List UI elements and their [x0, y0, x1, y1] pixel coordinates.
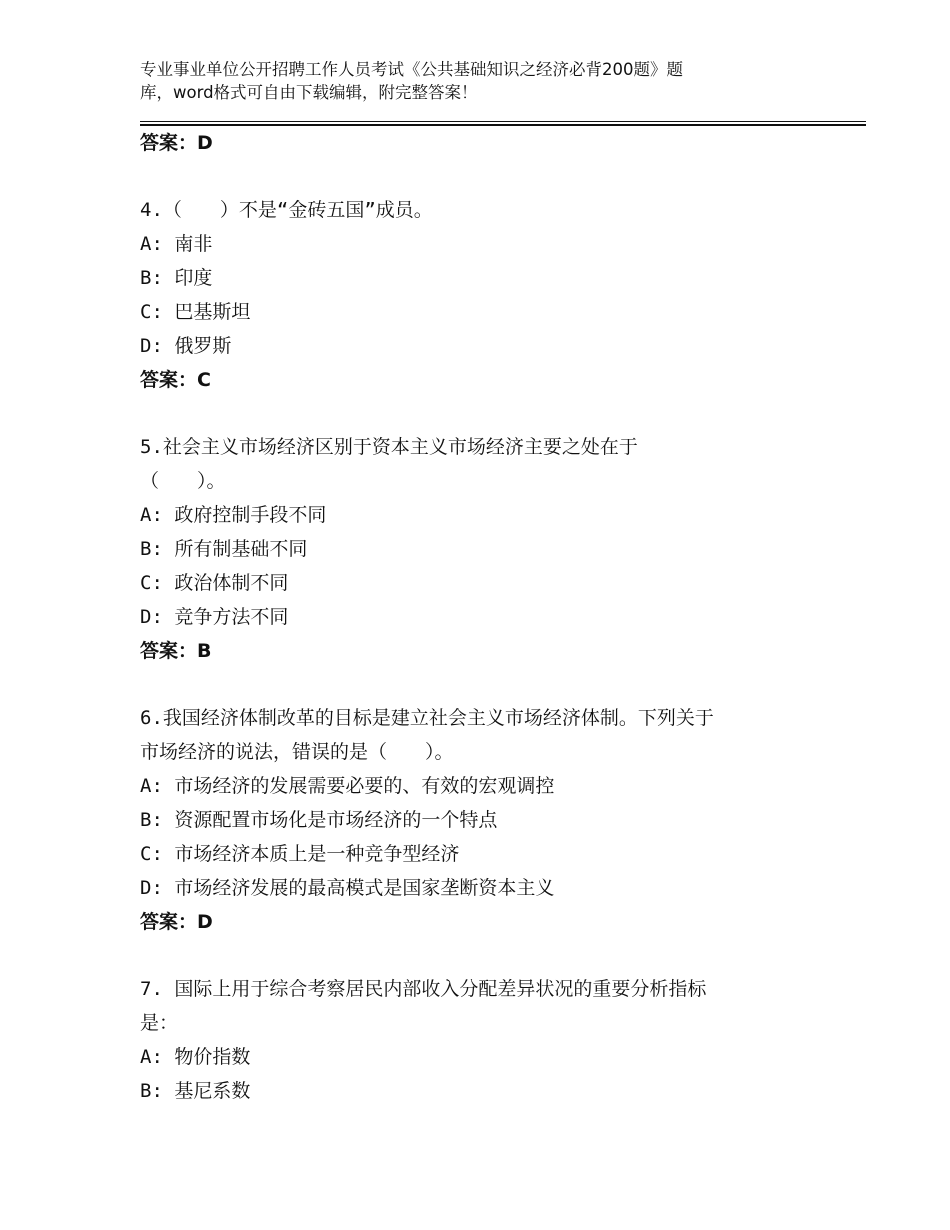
option-b: B: 资源配置市场化是市场经济的一个特点: [140, 809, 498, 831]
option-d: D: 俄罗斯: [140, 335, 232, 357]
question-7: [140, 972, 866, 1108]
answer-line: 答案：D: [140, 911, 213, 933]
header-rule-thin: [140, 121, 866, 122]
option-a: A: 南非: [140, 233, 213, 255]
option-a: A: 物价指数: [140, 1046, 251, 1068]
question-list: [140, 126, 866, 1108]
answer-line: 答案：C: [140, 369, 211, 391]
question-text: 5.社会主义市场经济区别于资本主义市场经济主要之处在于: [140, 436, 638, 458]
spacer: [140, 939, 866, 972]
header-line-1: 专业事业单位公开招聘工作人员考试《公共基础知识之经济必背200题》题: [140, 60, 683, 79]
question-text: 4.（ ）不是“金砖五国”成员。: [140, 199, 433, 221]
page-header: [140, 58, 790, 104]
question-4: [140, 193, 866, 397]
question-text-cont: 是：: [140, 1012, 179, 1034]
option-d: D: 市场经济发展的最高模式是国家垄断资本主义: [140, 877, 555, 899]
spacer: [140, 397, 866, 430]
question-5: [140, 430, 866, 668]
question-text: 7. 国际上用于综合考察居民内部收入分配差异状况的重要分析指标: [140, 978, 707, 1000]
header-line-2: 库，word格式可自由下载编辑，附完整答案！: [140, 83, 478, 102]
option-a: A: 政府控制手段不同: [140, 504, 327, 526]
option-c: C: 市场经济本质上是一种竞争型经济: [140, 843, 460, 865]
option-c: C: 政治体制不同: [140, 572, 289, 594]
spacer: [140, 160, 866, 193]
answer-line: 答案：D: [140, 132, 213, 154]
question-6: [140, 701, 866, 939]
option-b: B: 基尼系数: [140, 1080, 251, 1102]
question-text-cont: 市场经济的说法，错误的是（ ）。: [140, 741, 454, 763]
answer-line: 答案：B: [140, 640, 212, 662]
option-b: B: 印度: [140, 267, 213, 289]
option-c: C: 巴基斯坦: [140, 301, 251, 323]
option-a: A: 市场经济的发展需要必要的、有效的宏观调控: [140, 775, 555, 797]
option-b: B: 所有制基础不同: [140, 538, 308, 560]
question-text: 6.我国经济体制改革的目标是建立社会主义市场经济体制。下列关于: [140, 707, 714, 729]
spacer: [140, 668, 866, 701]
option-d: D: 竞争方法不同: [140, 606, 289, 628]
question-text-cont: （ ）。: [140, 470, 226, 492]
